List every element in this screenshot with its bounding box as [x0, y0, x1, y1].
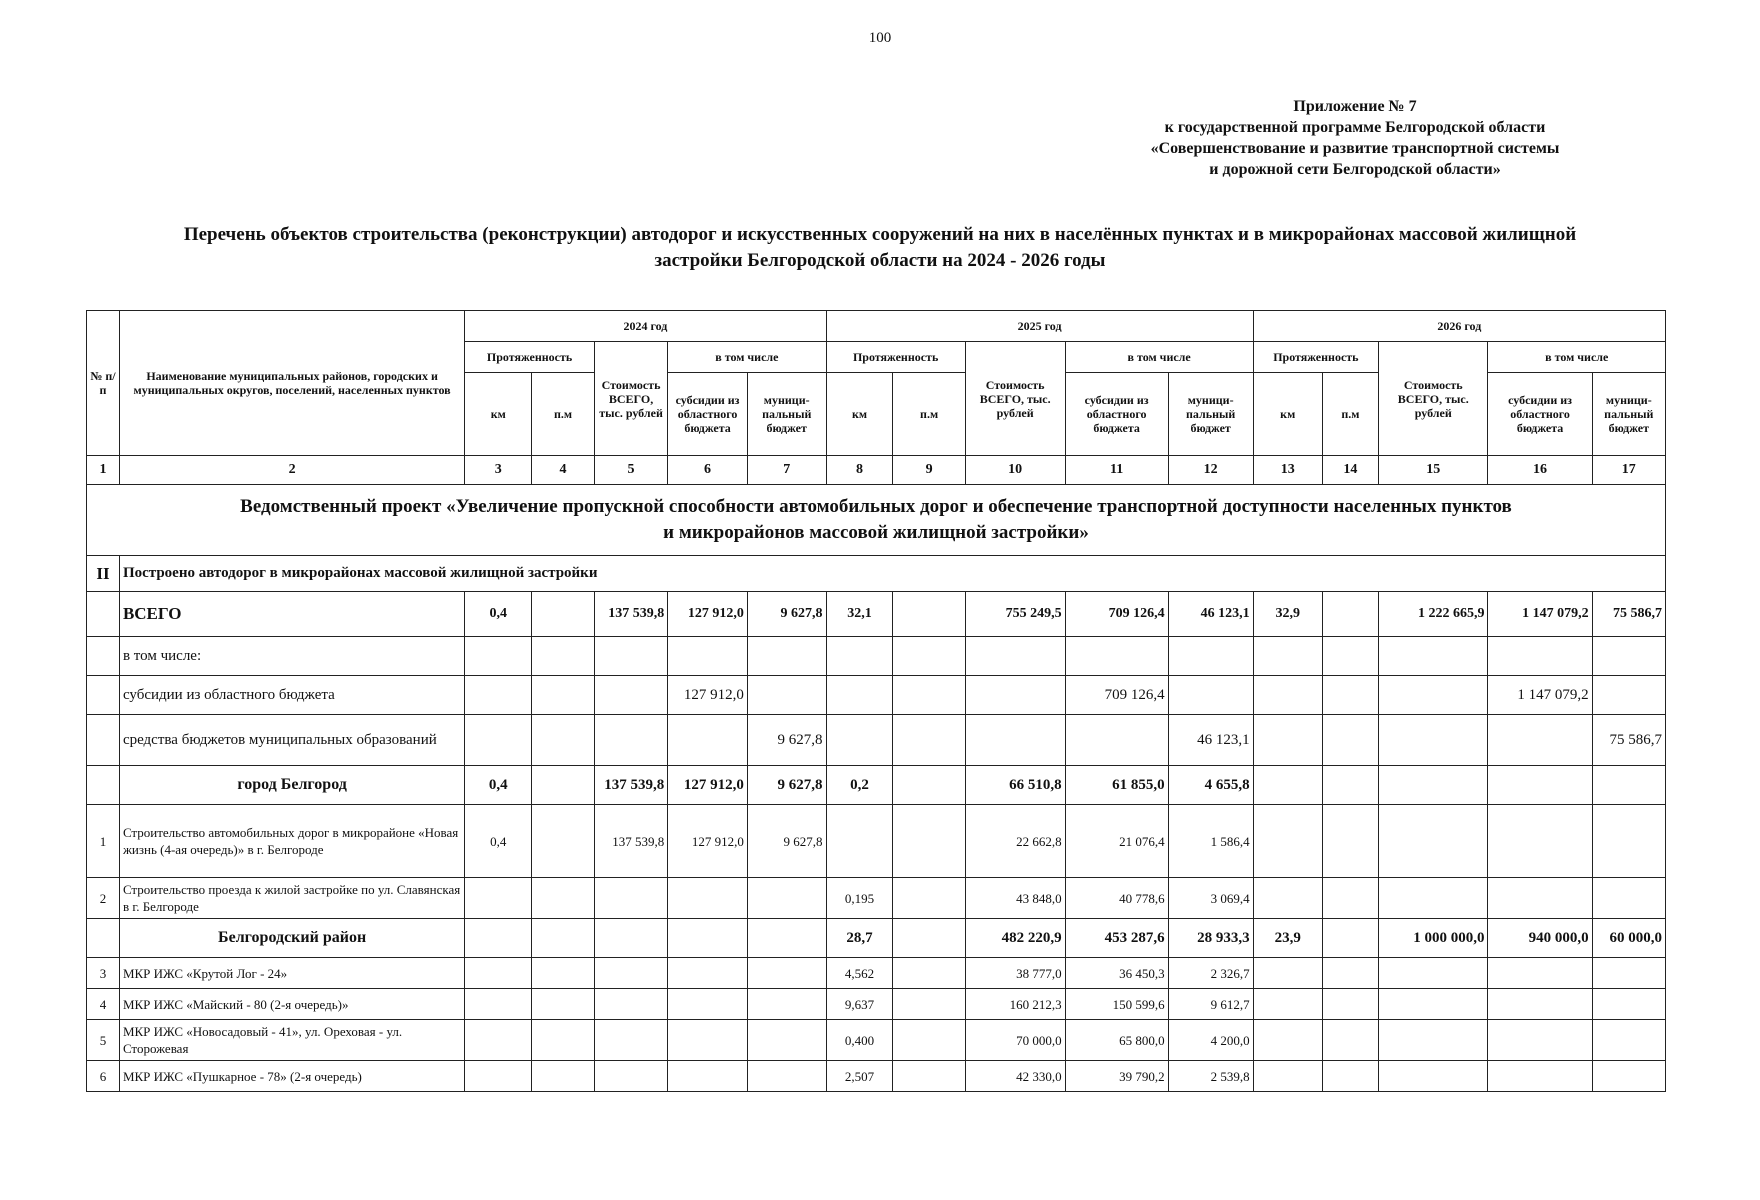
amount-cell: 482 220,9 — [965, 919, 1065, 958]
section-number: II — [87, 556, 120, 592]
row-name: Строительство проезда к жилой застройке по ул. Славянская в г. Белгороде — [119, 878, 464, 919]
column-number: 11 — [1065, 456, 1168, 485]
length-cell: 9,637 — [826, 989, 893, 1020]
length-cell — [893, 878, 965, 919]
appendix-line: Приложение № 7 — [1293, 98, 1417, 115]
amount-cell — [1488, 1020, 1592, 1061]
amount-cell: 60 000,0 — [1592, 919, 1665, 958]
length-cell — [532, 919, 595, 958]
amount-cell — [965, 637, 1065, 676]
length-cell — [893, 592, 965, 637]
amount-cell — [668, 1020, 748, 1061]
length-cell — [826, 637, 893, 676]
length-cell — [1253, 989, 1322, 1020]
header-including: в том числе — [668, 342, 826, 373]
amount-cell — [747, 1061, 826, 1092]
length-cell — [1322, 1020, 1378, 1061]
amount-cell: 28 933,3 — [1168, 919, 1253, 958]
amount-cell — [1592, 1061, 1665, 1092]
row-name: МКР ИЖС «Крутой Лог - 24» — [119, 958, 464, 989]
amount-cell — [594, 958, 667, 989]
length-cell — [1322, 958, 1378, 989]
table-row — [87, 989, 1666, 1020]
amount-cell: 150 599,6 — [1065, 989, 1168, 1020]
column-number: 2 — [119, 456, 464, 485]
column-number: 6 — [668, 456, 748, 485]
header-no: № п/п — [87, 311, 120, 456]
amount-cell: 46 123,1 — [1168, 592, 1253, 637]
length-cell — [1253, 715, 1322, 766]
amount-cell — [1379, 1061, 1488, 1092]
length-cell — [465, 989, 532, 1020]
row-name: ВСЕГО — [119, 592, 464, 637]
amount-cell — [594, 989, 667, 1020]
column-number: 15 — [1379, 456, 1488, 485]
column-number: 3 — [465, 456, 532, 485]
objects-table — [86, 310, 1666, 1092]
length-cell — [826, 676, 893, 715]
amount-cell — [1592, 989, 1665, 1020]
length-cell — [532, 878, 595, 919]
length-cell — [532, 1020, 595, 1061]
length-cell — [532, 1061, 595, 1092]
length-cell: 32,1 — [826, 592, 893, 637]
row-name: средства бюджетов муниципальных образований — [119, 715, 464, 766]
length-cell: 0,195 — [826, 878, 893, 919]
amount-cell — [1592, 805, 1665, 878]
appendix-line: и дорожной сети Белгородской области» — [1209, 161, 1501, 178]
amount-cell — [747, 989, 826, 1020]
amount-cell — [1488, 878, 1592, 919]
column-number: 17 — [1592, 456, 1665, 485]
table-row — [87, 878, 1666, 919]
column-number: 5 — [594, 456, 667, 485]
length-cell — [1322, 637, 1378, 676]
length-cell: 0,4 — [465, 805, 532, 878]
amount-cell: 4 655,8 — [1168, 766, 1253, 805]
project-title-line: и микрорайонов массовой жилищной застройки» — [663, 522, 1089, 543]
header-municipal: муници-пальный бюджет — [747, 373, 826, 456]
amount-cell: 75 586,7 — [1592, 715, 1665, 766]
table-row — [87, 1061, 1666, 1092]
length-cell — [1322, 766, 1378, 805]
row-number: 5 — [87, 1020, 120, 1061]
row-number: 2 — [87, 878, 120, 919]
amount-cell — [1065, 637, 1168, 676]
length-cell — [532, 592, 595, 637]
column-number: 13 — [1253, 456, 1322, 485]
length-cell: 0,4 — [465, 766, 532, 805]
amount-cell: 46 123,1 — [1168, 715, 1253, 766]
header-cost: Стоимость ВСЕГО, тыс. рублей — [594, 342, 667, 456]
amount-cell: 1 586,4 — [1168, 805, 1253, 878]
amount-cell — [747, 958, 826, 989]
header-length: Протяженность — [465, 342, 595, 373]
column-number: 4 — [532, 456, 595, 485]
length-cell: 32,9 — [1253, 592, 1322, 637]
amount-cell: 39 790,2 — [1065, 1061, 1168, 1092]
length-cell: 23,9 — [1253, 919, 1322, 958]
table-row — [87, 1020, 1666, 1061]
length-cell — [1253, 1020, 1322, 1061]
length-cell — [1322, 676, 1378, 715]
length-cell — [532, 676, 595, 715]
amount-cell — [965, 676, 1065, 715]
header-length: Протяженность — [826, 342, 965, 373]
amount-cell — [1379, 1020, 1488, 1061]
amount-cell — [1488, 637, 1592, 676]
row-name: Строительство автомобильных дорог в микрорайоне «Новая жизнь (4-ая очередь)» в г. Белгороде — [119, 805, 464, 878]
amount-cell — [594, 676, 667, 715]
row-number: 3 — [87, 958, 120, 989]
length-cell — [893, 805, 965, 878]
title-line: Перечень объектов строительства (реконструкции) автодорог и искусственных сооружений на них в населённых пунктах и в микрорайонах массовой жилищной — [183, 224, 1577, 245]
amount-cell — [1488, 715, 1592, 766]
header-pm: п.м — [532, 373, 595, 456]
page-number: 100 — [868, 30, 892, 46]
amount-cell — [594, 715, 667, 766]
header-km: км — [826, 373, 893, 456]
amount-cell — [594, 637, 667, 676]
amount-cell — [668, 1061, 748, 1092]
table-row — [87, 958, 1666, 989]
length-cell — [1253, 878, 1322, 919]
column-number: 1 — [87, 456, 120, 485]
length-cell: 4,562 — [826, 958, 893, 989]
length-cell — [893, 637, 965, 676]
amount-cell — [594, 919, 667, 958]
row-number — [87, 637, 120, 676]
project-title — [87, 485, 1666, 556]
length-cell — [893, 1020, 965, 1061]
row-number — [87, 676, 120, 715]
length-cell — [1322, 592, 1378, 637]
row-number: 6 — [87, 1061, 120, 1092]
length-cell — [893, 919, 965, 958]
length-cell: 0,2 — [826, 766, 893, 805]
length-cell — [465, 878, 532, 919]
amount-cell — [1488, 805, 1592, 878]
amount-cell: 9 627,8 — [747, 592, 826, 637]
amount-cell: 453 287,6 — [1065, 919, 1168, 958]
amount-cell — [668, 919, 748, 958]
project-title-row — [87, 485, 1666, 556]
header-cost: Стоимость ВСЕГО, тыс. рублей — [1379, 342, 1488, 456]
amount-cell: 65 800,0 — [1065, 1020, 1168, 1061]
row-name: МКР ИЖС «Майский - 80 (2-я очередь)» — [119, 989, 464, 1020]
header-municipal: муници-пальный бюджет — [1592, 373, 1665, 456]
amount-cell — [1379, 715, 1488, 766]
length-cell: 2,507 — [826, 1061, 893, 1092]
table-row — [87, 676, 1666, 715]
length-cell — [532, 989, 595, 1020]
length-cell — [1322, 1061, 1378, 1092]
amount-cell: 160 212,3 — [965, 989, 1065, 1020]
amount-cell: 21 076,4 — [1065, 805, 1168, 878]
length-cell — [1253, 637, 1322, 676]
header-including: в том числе — [1065, 342, 1253, 373]
length-cell — [532, 637, 595, 676]
table-row — [87, 637, 1666, 676]
amount-cell: 127 912,0 — [668, 676, 748, 715]
length-cell: 0,4 — [465, 592, 532, 637]
amount-cell: 709 126,4 — [1065, 592, 1168, 637]
column-number: 16 — [1488, 456, 1592, 485]
length-cell — [826, 805, 893, 878]
header-year-2024: 2024 год — [465, 311, 826, 342]
length-cell — [465, 637, 532, 676]
row-number — [87, 766, 120, 805]
project-title-line: Ведомственный проект «Увеличение пропускной способности автомобильных дорог и обеспечение транспортной доступности населенных пунктов — [240, 496, 1512, 517]
row-name: субсидии из областного бюджета — [119, 676, 464, 715]
length-cell — [465, 1020, 532, 1061]
amount-cell: 40 778,6 — [1065, 878, 1168, 919]
column-number: 9 — [893, 456, 965, 485]
length-cell — [1253, 766, 1322, 805]
amount-cell: 137 539,8 — [594, 766, 667, 805]
length-cell — [1322, 989, 1378, 1020]
length-cell — [465, 919, 532, 958]
header-year-2025: 2025 год — [826, 311, 1253, 342]
amount-cell: 43 848,0 — [965, 878, 1065, 919]
length-cell — [1253, 676, 1322, 715]
amount-cell: 42 330,0 — [965, 1061, 1065, 1092]
amount-cell: 1 222 665,9 — [1379, 592, 1488, 637]
length-cell — [893, 676, 965, 715]
amount-cell: 66 510,8 — [965, 766, 1065, 805]
amount-cell — [747, 637, 826, 676]
row-name: МКР ИЖС «Новосадовый - 41», ул. Ореховая - ул. Сторожевая — [119, 1020, 464, 1061]
length-cell — [1253, 1061, 1322, 1092]
length-cell — [826, 715, 893, 766]
amount-cell — [1379, 989, 1488, 1020]
amount-cell: 127 912,0 — [668, 592, 748, 637]
header-name: Наименование муниципальных районов, городских и муниципальных округов, поселений, населенных пунктов — [119, 311, 464, 456]
row-name: Белгородский район — [119, 919, 464, 958]
amount-cell — [594, 1020, 667, 1061]
length-cell — [1322, 715, 1378, 766]
table-row — [87, 592, 1666, 637]
amount-cell — [1379, 676, 1488, 715]
row-name: МКР ИЖС «Пушкарное - 78» (2-я очередь) — [119, 1061, 464, 1092]
amount-cell — [1592, 1020, 1665, 1061]
length-cell — [1322, 878, 1378, 919]
amount-cell: 2 539,8 — [1168, 1061, 1253, 1092]
table-row — [87, 919, 1666, 958]
amount-cell — [594, 878, 667, 919]
header-subsidy: субсидии из областного бюджета — [668, 373, 748, 456]
header-year-2026: 2026 год — [1253, 311, 1665, 342]
title-line: застройки Белгородской области на 2024 - 2026 годы — [654, 250, 1106, 271]
amount-cell: 137 539,8 — [594, 805, 667, 878]
length-cell — [465, 715, 532, 766]
amount-cell — [747, 878, 826, 919]
amount-cell: 3 069,4 — [1168, 878, 1253, 919]
amount-cell — [1592, 878, 1665, 919]
row-number: 1 — [87, 805, 120, 878]
amount-cell: 127 912,0 — [668, 805, 748, 878]
amount-cell — [1488, 958, 1592, 989]
column-number: 12 — [1168, 456, 1253, 485]
appendix-line: «Совершенствование и развитие транспортной системы — [1150, 140, 1560, 157]
row-number — [87, 919, 120, 958]
amount-cell — [1379, 766, 1488, 805]
row-number: 4 — [87, 989, 120, 1020]
document-title — [100, 222, 1660, 274]
amount-cell: 127 912,0 — [668, 766, 748, 805]
header-municipal: муници-пальный бюджет — [1168, 373, 1253, 456]
header-km: км — [1253, 373, 1322, 456]
data-rows — [87, 592, 1666, 1092]
amount-cell: 9 627,8 — [747, 805, 826, 878]
amount-cell — [1168, 676, 1253, 715]
length-cell — [1322, 919, 1378, 958]
length-cell: 0,400 — [826, 1020, 893, 1061]
length-cell — [465, 958, 532, 989]
section-row — [87, 556, 1666, 592]
row-number — [87, 715, 120, 766]
amount-cell — [1379, 637, 1488, 676]
amount-cell — [747, 919, 826, 958]
length-cell — [1253, 958, 1322, 989]
column-number: 7 — [747, 456, 826, 485]
amount-cell — [1592, 958, 1665, 989]
amount-cell — [668, 989, 748, 1020]
column-number: 14 — [1322, 456, 1378, 485]
amount-cell — [1379, 958, 1488, 989]
amount-cell: 22 662,8 — [965, 805, 1065, 878]
amount-cell: 940 000,0 — [1488, 919, 1592, 958]
header-subsidy: субсидии из областного бюджета — [1488, 373, 1592, 456]
column-number: 10 — [965, 456, 1065, 485]
amount-cell: 1 000 000,0 — [1379, 919, 1488, 958]
amount-cell: 4 200,0 — [1168, 1020, 1253, 1061]
table-row — [87, 805, 1666, 878]
length-cell — [465, 1061, 532, 1092]
amount-cell — [1592, 637, 1665, 676]
length-cell — [532, 958, 595, 989]
amount-cell: 75 586,7 — [1592, 592, 1665, 637]
header-cost: Стоимость ВСЕГО, тыс. рублей — [965, 342, 1065, 456]
amount-cell — [668, 637, 748, 676]
length-cell — [532, 805, 595, 878]
amount-cell — [1592, 676, 1665, 715]
amount-cell — [668, 878, 748, 919]
length-cell: 28,7 — [826, 919, 893, 958]
amount-cell — [1065, 715, 1168, 766]
amount-cell: 38 777,0 — [965, 958, 1065, 989]
amount-cell — [1488, 1061, 1592, 1092]
amount-cell: 70 000,0 — [965, 1020, 1065, 1061]
amount-cell: 9 627,8 — [747, 766, 826, 805]
row-number — [87, 592, 120, 637]
header-pm: п.м — [1322, 373, 1378, 456]
appendix-note — [1100, 96, 1610, 180]
row-name: город Белгород — [119, 766, 464, 805]
amount-cell: 36 450,3 — [1065, 958, 1168, 989]
length-cell — [1253, 805, 1322, 878]
amount-cell — [668, 958, 748, 989]
length-cell — [893, 1061, 965, 1092]
table-row — [87, 766, 1666, 805]
section-title: Построено автодорог в микрорайонах массовой жилищной застройки — [119, 556, 1665, 592]
appendix-line: к государственной программе Белгородской области — [1164, 119, 1546, 136]
amount-cell — [1488, 989, 1592, 1020]
amount-cell: 9 627,8 — [747, 715, 826, 766]
amount-cell: 9 612,7 — [1168, 989, 1253, 1020]
row-name: в том числе: — [119, 637, 464, 676]
amount-cell — [594, 1061, 667, 1092]
amount-cell: 2 326,7 — [1168, 958, 1253, 989]
amount-cell — [668, 715, 748, 766]
amount-cell: 137 539,8 — [594, 592, 667, 637]
amount-cell — [1488, 766, 1592, 805]
length-cell — [893, 958, 965, 989]
header-subsidy: субсидии из областного бюджета — [1065, 373, 1168, 456]
amount-cell: 709 126,4 — [1065, 676, 1168, 715]
length-cell — [1322, 805, 1378, 878]
amount-cell — [965, 715, 1065, 766]
amount-cell: 1 147 079,2 — [1488, 592, 1592, 637]
length-cell — [893, 989, 965, 1020]
length-cell — [893, 715, 965, 766]
column-number: 8 — [826, 456, 893, 485]
header-length: Протяженность — [1253, 342, 1378, 373]
amount-cell: 61 855,0 — [1065, 766, 1168, 805]
column-number-row — [87, 456, 1666, 485]
header-pm: п.м — [893, 373, 965, 456]
length-cell — [532, 766, 595, 805]
header-km: км — [465, 373, 532, 456]
amount-cell: 1 147 079,2 — [1488, 676, 1592, 715]
amount-cell — [1592, 766, 1665, 805]
amount-cell — [1379, 878, 1488, 919]
amount-cell — [747, 676, 826, 715]
length-cell — [532, 715, 595, 766]
amount-cell — [747, 1020, 826, 1061]
amount-cell: 755 249,5 — [965, 592, 1065, 637]
length-cell — [465, 676, 532, 715]
table-row — [87, 715, 1666, 766]
header-including: в том числе — [1488, 342, 1666, 373]
amount-cell — [1168, 637, 1253, 676]
amount-cell — [1379, 805, 1488, 878]
length-cell — [893, 766, 965, 805]
